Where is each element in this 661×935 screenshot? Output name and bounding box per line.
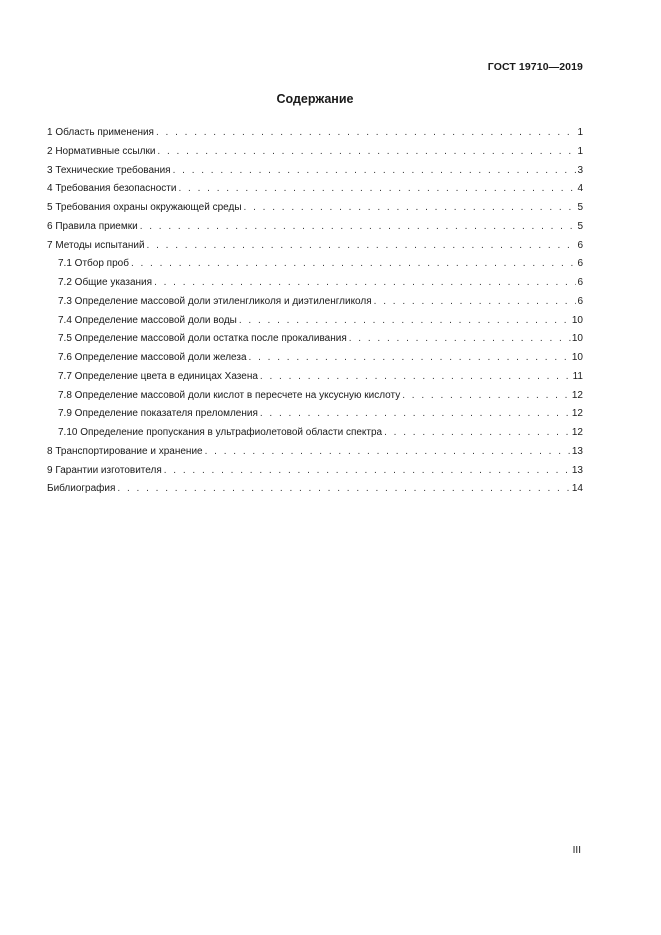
toc-dot-leader [349, 330, 571, 349]
toc-dot-leader [374, 293, 577, 312]
toc-entry-label: 2 Нормативные ссылки [47, 145, 156, 157]
document-code: ГОСТ 19710—2019 [487, 61, 583, 73]
toc-dot-leader [178, 180, 576, 199]
toc-entry-page: 12 [571, 408, 583, 420]
toc-entry-label: 1 Область применения [47, 127, 154, 138]
toc-entry-page: 5 [577, 220, 583, 232]
toc-entry-page: 4 [577, 183, 583, 195]
toc-dot-leader [140, 218, 577, 237]
toc-dot-leader [156, 124, 576, 143]
toc-dot-leader [117, 480, 570, 499]
toc-entry-label: 7.2 Общие указания [58, 277, 153, 288]
toc-title: Содержание [276, 92, 354, 106]
toc-entry-label: 5 Требования охраны окружающей среды [47, 202, 242, 213]
toc-entry[interactable] [47, 124, 583, 143]
toc-dot-leader [260, 405, 571, 424]
toc-dot-leader [260, 368, 572, 387]
toc-entry[interactable] [47, 349, 583, 368]
toc-entry-label: 7.7 Определение цвета в единицах Хазена [58, 370, 258, 382]
toc-dot-leader [402, 387, 571, 406]
toc-dot-leader [239, 312, 571, 331]
toc-entry[interactable] [47, 405, 583, 424]
toc-entry-page: 6 [577, 277, 583, 288]
toc-entry-page: 13 [571, 445, 583, 457]
toc-entry-label: Библиография [47, 483, 116, 495]
toc-entry-page: 10 [571, 352, 583, 363]
toc-entry-label: 7 Методы испытаний [47, 239, 145, 251]
toc-dot-leader [154, 274, 576, 293]
toc-entry-label: 7.6 Определение массовой доли железа [58, 352, 247, 363]
toc-entry-label: 3 Технические требования [47, 164, 171, 176]
toc-dot-leader [249, 349, 571, 368]
toc-entry[interactable] [47, 274, 583, 293]
toc-entry[interactable] [47, 293, 583, 312]
toc-entry[interactable] [47, 218, 583, 237]
toc-entry-label: 9 Гарантии изготовителя [47, 464, 162, 476]
toc-entry-label: 7.1 Отбор проб [58, 258, 129, 270]
toc-dot-leader [384, 424, 571, 443]
toc-entry-page: 10 [571, 333, 583, 345]
toc-entry-label: 7.4 Определение массовой доли воды [58, 314, 237, 326]
toc-entry[interactable] [47, 368, 583, 387]
toc-entry-label: 8 Транспортирование и хранение [47, 445, 203, 457]
toc-entry-page: 6 [577, 295, 583, 307]
toc-entry[interactable] [47, 180, 583, 199]
toc-entry-page: 12 [571, 427, 583, 438]
toc-entry[interactable] [47, 199, 583, 218]
toc-entry-page: 5 [577, 202, 583, 213]
toc-entry-label: 4 Требования безопасности [47, 183, 177, 195]
toc-entry-page: 12 [571, 389, 583, 401]
toc-entry-page: 11 [572, 370, 583, 382]
toc-entry-label: 7.3 Определение массовой доли этиленгликоля и диэтиленгликоля [58, 295, 372, 307]
toc-entry[interactable] [47, 462, 583, 481]
table-of-contents [47, 124, 583, 499]
toc-entry-label: 7.5 Определение массовой доли остатка после прокаливания [58, 333, 347, 345]
toc-dot-leader [173, 162, 577, 181]
toc-entry-page: 3 [577, 164, 583, 176]
toc-entry[interactable] [47, 443, 583, 462]
toc-entry[interactable] [47, 143, 583, 162]
toc-entry-page: 14 [571, 483, 583, 495]
toc-dot-leader [147, 237, 577, 256]
toc-entry[interactable] [47, 424, 583, 443]
toc-entry[interactable] [47, 330, 583, 349]
toc-dot-leader [205, 443, 571, 462]
page-number: III [572, 845, 581, 856]
toc-entry[interactable] [47, 255, 583, 274]
toc-entry-page: 6 [577, 239, 583, 251]
toc-entry-label: 7.8 Определение массовой доли кислот в пересчете на уксусную кислоту [58, 389, 401, 401]
toc-entry[interactable] [47, 480, 583, 499]
toc-entry-page: 13 [571, 464, 583, 476]
toc-entry-page: 1 [577, 145, 583, 157]
toc-dot-leader [131, 255, 577, 274]
toc-entry-page: 10 [571, 314, 583, 326]
toc-entry[interactable] [47, 312, 583, 331]
toc-dot-leader [157, 143, 576, 162]
toc-entry-page: 6 [577, 258, 583, 270]
toc-dot-leader [164, 462, 571, 481]
toc-entry-label: 6 Правила приемки [47, 220, 138, 232]
toc-entry[interactable] [47, 387, 583, 406]
toc-dot-leader [244, 199, 577, 218]
toc-entry[interactable] [47, 237, 583, 256]
toc-entry[interactable] [47, 162, 583, 181]
toc-entry-page: 1 [577, 127, 583, 138]
toc-entry-label: 7.10 Определение пропускания в ультрафиолетовой области спектра [58, 427, 383, 438]
toc-entry-label: 7.9 Определение показателя преломления [58, 408, 258, 420]
